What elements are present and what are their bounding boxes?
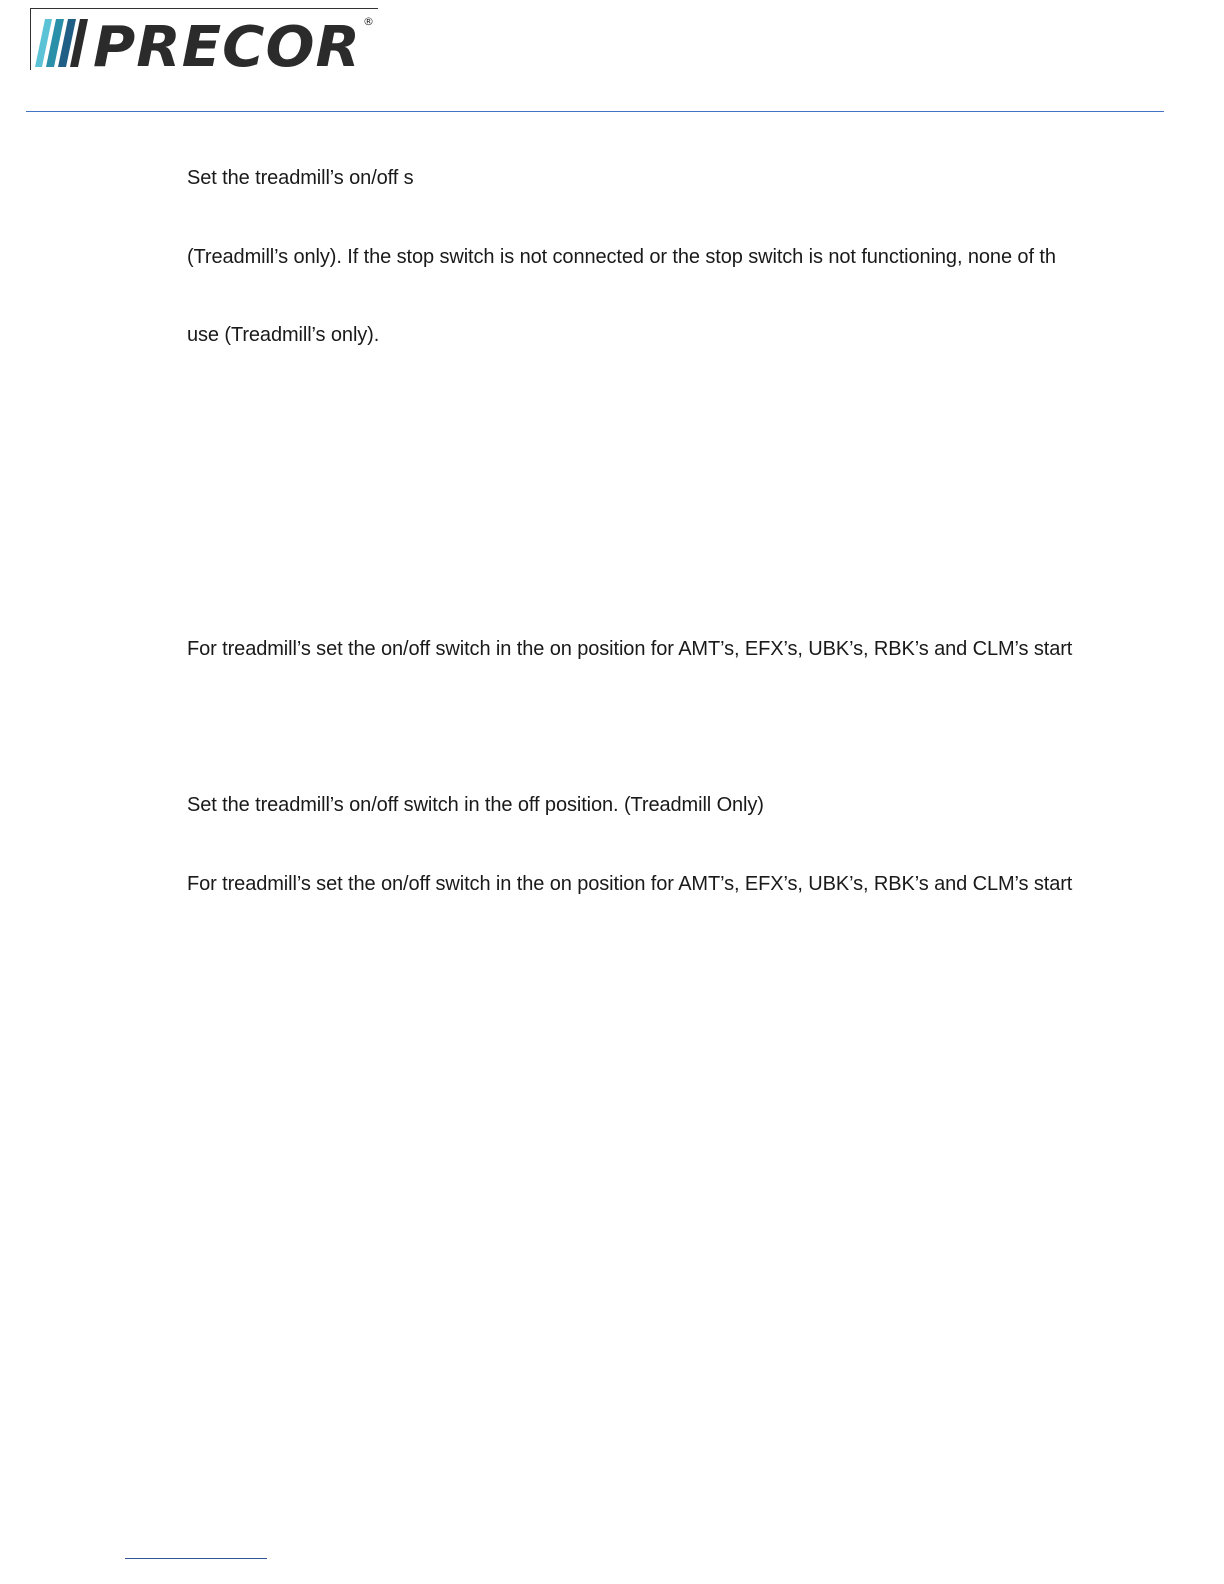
body-line-6: For treadmill’s set the on/off switch in the on position for AMT’s, EFX’s, UBK’s, RBK’s and CLM’s start [187,873,1073,895]
precor-logo-mark [31,9,379,71]
logo-wordmark: PRECOR [93,15,361,71]
footnote-separator [125,1558,267,1559]
body-line-1: Set the treadmill’s on/off s [187,167,414,189]
body-line-4: For treadmill’s set the on/off switch in the on position for AMT’s, EFX’s, UBK’s, RBK’s and CLM’s start [187,638,1073,660]
body-line-2: (Treadmill’s only). If the stop switch is not connected or the stop switch is not functioning, none of th [187,246,1056,268]
header-divider [26,111,1164,112]
body-line-5: Set the treadmill’s on/off switch in the off position. (Treadmill Only) [187,794,764,816]
body-line-3: use (Treadmill’s only). [187,324,380,346]
precor-logo [30,8,378,70]
registered-mark: ® [363,15,374,28]
